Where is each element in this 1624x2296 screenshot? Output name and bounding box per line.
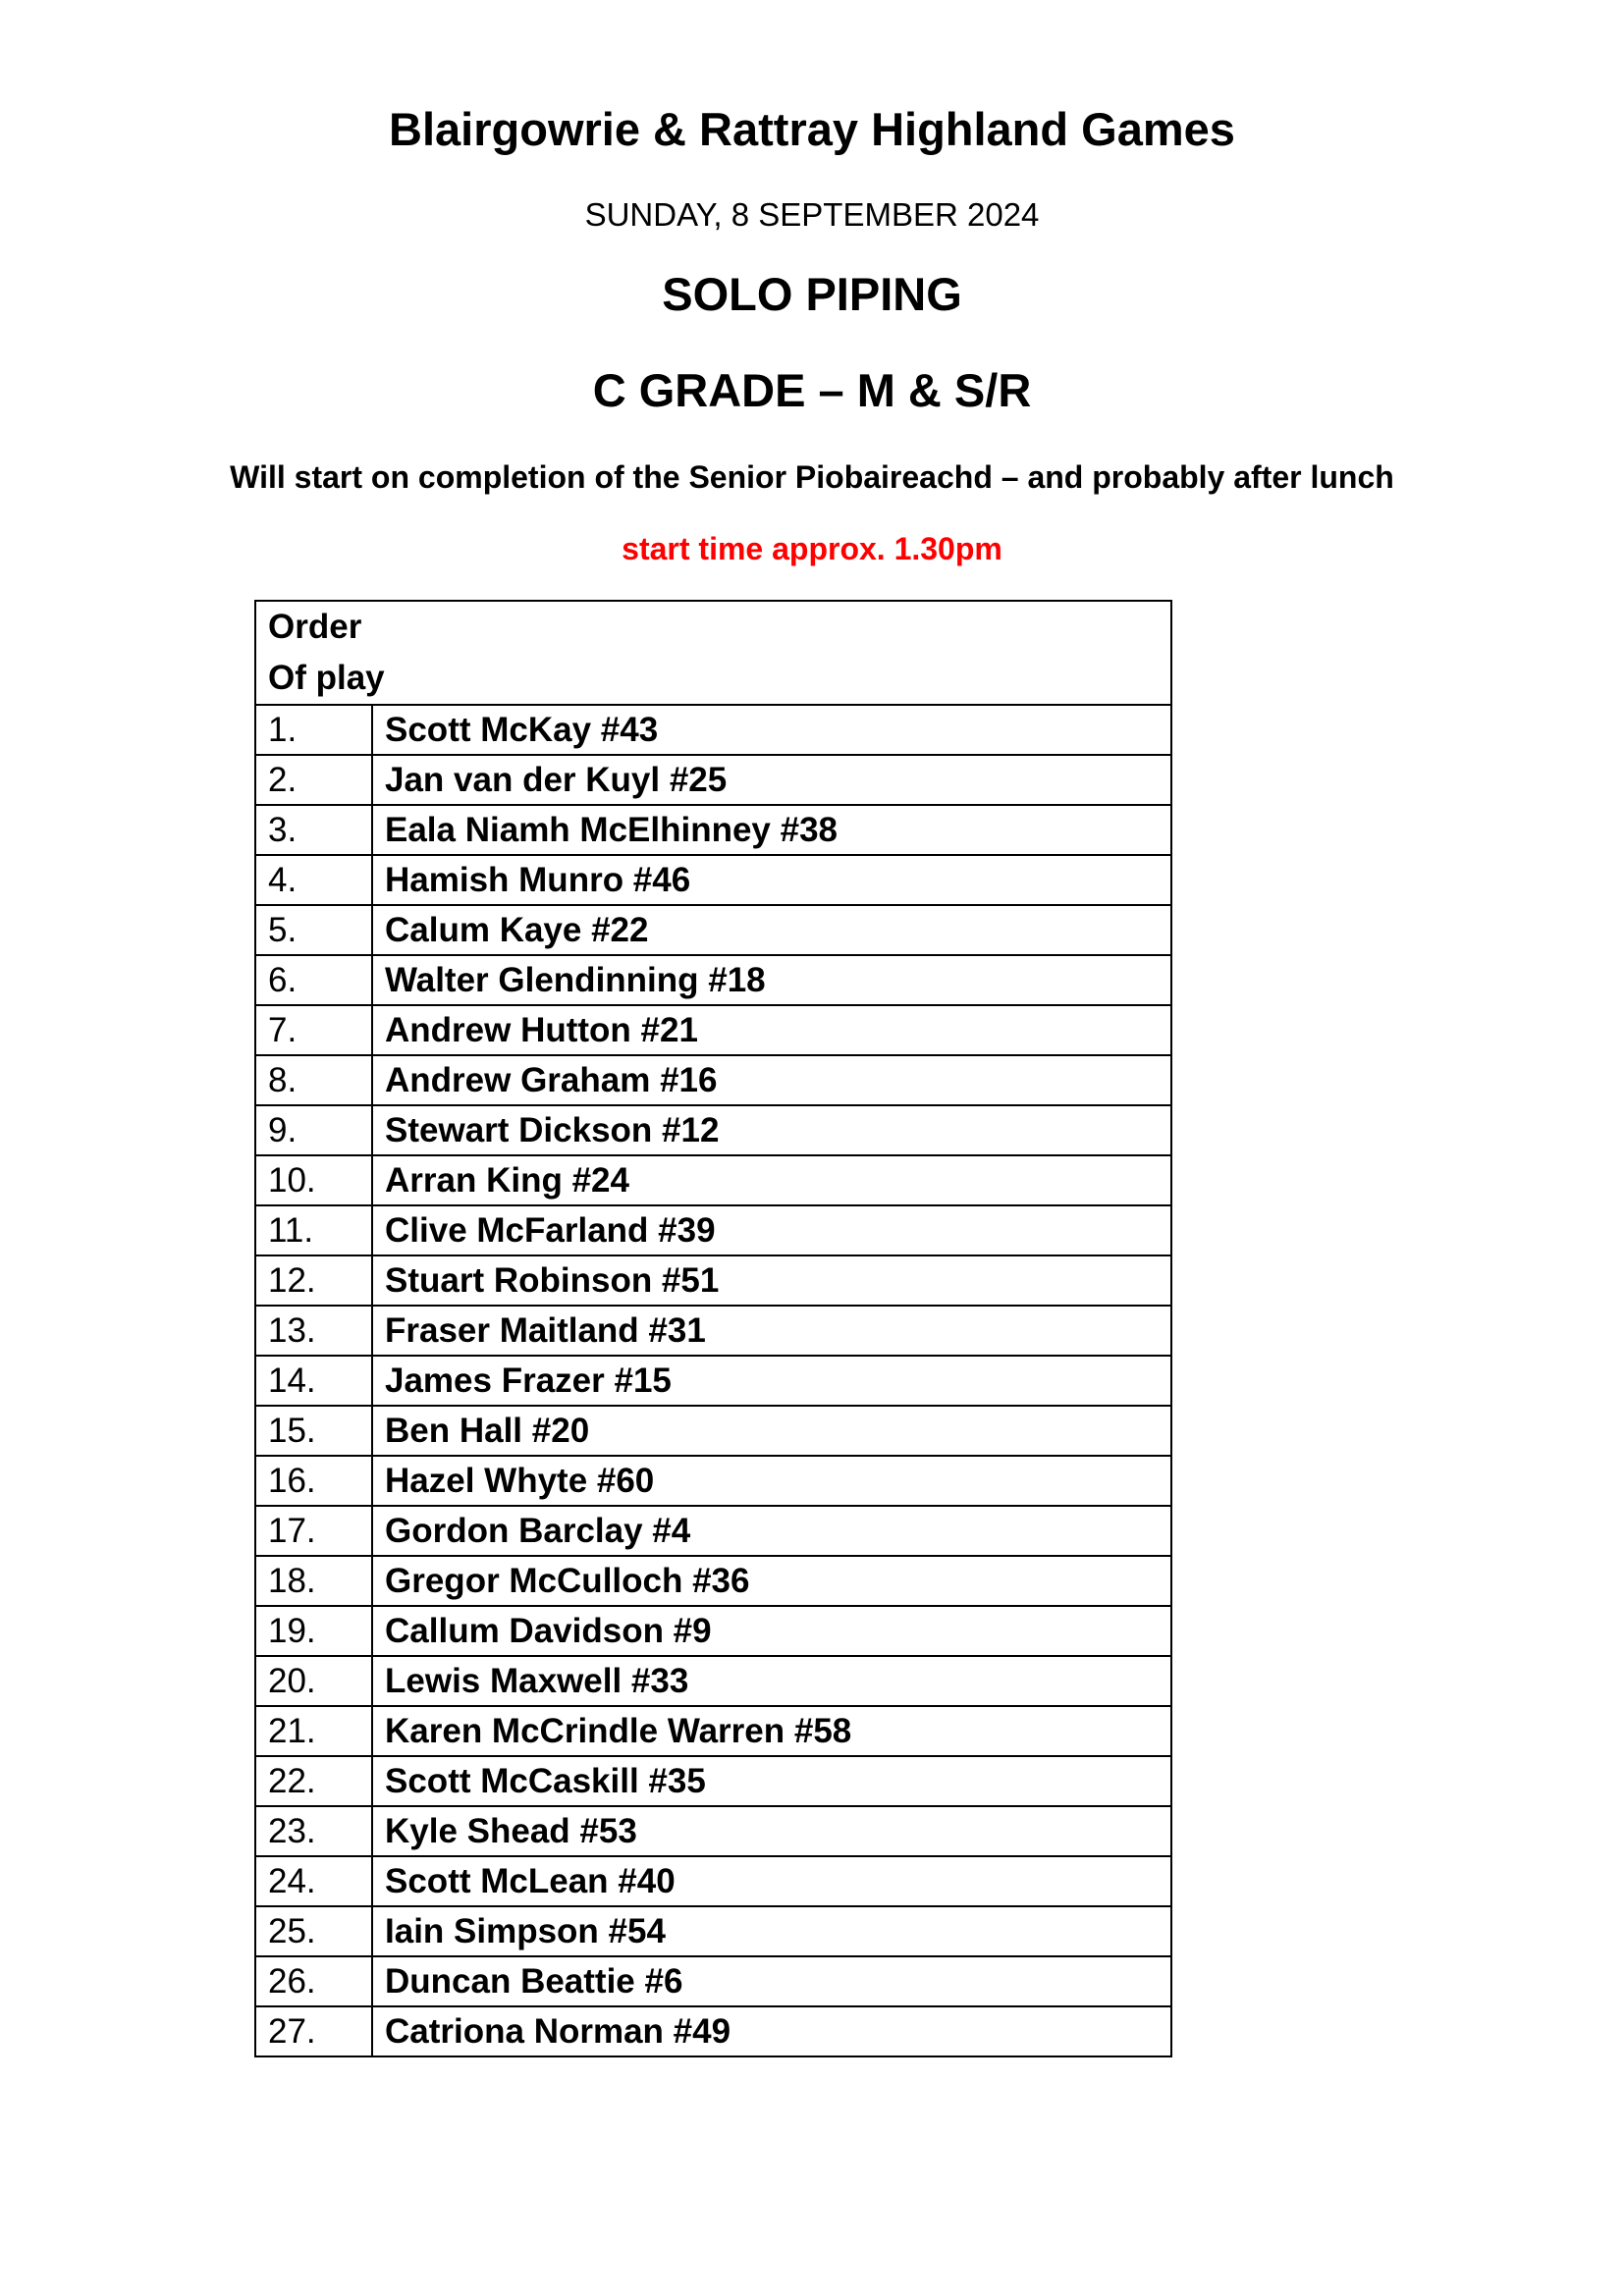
table-row (255, 1956, 1171, 2006)
table-row (255, 2006, 1171, 2056)
table-row (255, 1005, 1171, 1055)
competitor-name: Scott McKay #43 (372, 705, 1171, 755)
competitor-name: Andrew Hutton #21 (372, 1005, 1171, 1055)
order-number: 20. (255, 1656, 372, 1706)
table-header-cell (255, 601, 1171, 705)
order-number: 1. (255, 705, 372, 755)
table-row (255, 755, 1171, 805)
order-number: 24. (255, 1856, 372, 1906)
order-table-body (255, 601, 1171, 2056)
competitor-name: Gordon Barclay #4 (372, 1506, 1171, 1556)
grade-heading: C GRADE – M & S/R (592, 364, 1032, 416)
order-number: 8. (255, 1055, 372, 1105)
competitor-name: Catriona Norman #49 (372, 2006, 1171, 2056)
order-number: 14. (255, 1356, 372, 1406)
table-header-row (255, 601, 1171, 705)
table-row (255, 1055, 1171, 1105)
table-row (255, 1406, 1171, 1456)
table-row (255, 1105, 1171, 1155)
table-row (255, 1756, 1171, 1806)
competitor-name: Calum Kaye #22 (372, 905, 1171, 955)
competitor-name: Arran King #24 (372, 1155, 1171, 1205)
competitor-name: Clive McFarland #39 (372, 1205, 1171, 1255)
table-row (255, 1606, 1171, 1656)
order-of-play-table (254, 600, 1172, 2057)
table-row (255, 1806, 1171, 1856)
header-of-play-label: Of play (268, 659, 385, 697)
competitor-name: Gregor McCulloch #36 (372, 1556, 1171, 1606)
order-number: 5. (255, 905, 372, 955)
order-number: 11. (255, 1205, 372, 1255)
event-name: SOLO PIPING (662, 268, 962, 320)
table-row (255, 855, 1171, 905)
order-number: 18. (255, 1556, 372, 1606)
table-row (255, 1506, 1171, 1556)
competitor-name: Walter Glendinning #18 (372, 955, 1171, 1005)
competitor-name: James Frazer #15 (372, 1356, 1171, 1406)
order-number: 6. (255, 955, 372, 1005)
table-row (255, 1856, 1171, 1906)
table-row (255, 1456, 1171, 1506)
competitor-name: Eala Niamh McElhinney #38 (372, 805, 1171, 855)
table-row (255, 1706, 1171, 1756)
order-number: 25. (255, 1906, 372, 1956)
table-row (255, 1906, 1171, 1956)
order-number: 16. (255, 1456, 372, 1506)
table-row (255, 1556, 1171, 1606)
order-number: 4. (255, 855, 372, 905)
order-number: 15. (255, 1406, 372, 1456)
competitor-name: Kyle Shead #53 (372, 1806, 1171, 1856)
competitor-name: Andrew Graham #16 (372, 1055, 1171, 1105)
order-number: 7. (255, 1005, 372, 1055)
competitor-name: Stuart Robinson #51 (372, 1255, 1171, 1306)
table-row (255, 1306, 1171, 1356)
order-number: 21. (255, 1706, 372, 1756)
order-number: 19. (255, 1606, 372, 1656)
table-row (255, 1356, 1171, 1406)
competitor-name: Ben Hall #20 (372, 1406, 1171, 1456)
competitor-name: Hamish Munro #46 (372, 855, 1171, 905)
order-number: 22. (255, 1756, 372, 1806)
start-time: start time approx. 1.30pm (622, 531, 1002, 566)
table-row (255, 1656, 1171, 1706)
event-date: SUNDAY, 8 SEPTEMBER 2024 (584, 196, 1040, 233)
competitor-name: Karen McCrindle Warren #58 (372, 1706, 1171, 1756)
order-number: 27. (255, 2006, 372, 2056)
table-row (255, 905, 1171, 955)
table-row (255, 705, 1171, 755)
competitor-name: Lewis Maxwell #33 (372, 1656, 1171, 1706)
header-order-label: Order (268, 608, 362, 646)
order-number: 3. (255, 805, 372, 855)
order-number: 10. (255, 1155, 372, 1205)
table-row (255, 955, 1171, 1005)
table-row (255, 1205, 1171, 1255)
order-number: 9. (255, 1105, 372, 1155)
competitor-name: Callum Davidson #9 (372, 1606, 1171, 1656)
order-number: 12. (255, 1255, 372, 1306)
competitor-name: Fraser Maitland #31 (372, 1306, 1171, 1356)
order-number: 26. (255, 1956, 372, 2006)
table-row (255, 1255, 1171, 1306)
order-number: 17. (255, 1506, 372, 1556)
start-note: Will start on completion of the Senior Piobaireachd – and probably after lunch (230, 459, 1394, 495)
competitor-name: Scott McCaskill #35 (372, 1756, 1171, 1806)
competitor-name: Jan van der Kuyl #25 (372, 755, 1171, 805)
table-row (255, 1155, 1171, 1205)
competitor-name: Duncan Beattie #6 (372, 1956, 1171, 2006)
competitor-name: Hazel Whyte #60 (372, 1456, 1171, 1506)
order-number: 2. (255, 755, 372, 805)
competitor-name: Scott McLean #40 (372, 1856, 1171, 1906)
order-number: 13. (255, 1306, 372, 1356)
competitor-name: Stewart Dickson #12 (372, 1105, 1171, 1155)
competitor-name: Iain Simpson #54 (372, 1906, 1171, 1956)
order-number: 23. (255, 1806, 372, 1856)
table-row (255, 805, 1171, 855)
page-title: Blairgowrie & Rattray Highland Games (389, 103, 1235, 155)
